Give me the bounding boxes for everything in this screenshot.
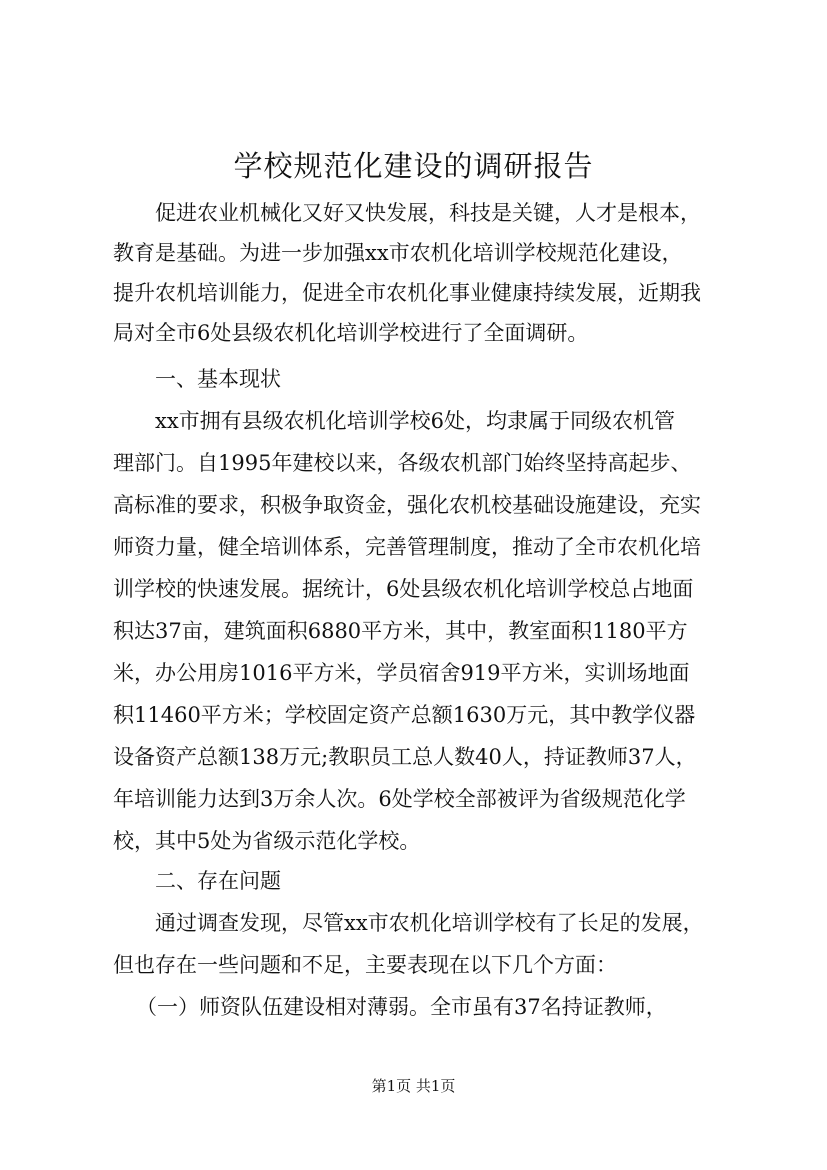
paragraph-line: 促进农业机械化又好又快发展，科技是关键，人才是根本， <box>155 201 701 225</box>
paragraph-line: 训学校的快速发展。据统计，6处县级农机化培训学校总占地面 <box>113 577 694 601</box>
paragraph-line: 师资力量，健全培训体系，完善管理制度，推动了全市农机化培 <box>113 535 701 559</box>
paragraph-line: 提升农机培训能力，促进全市农机化事业健康持续发展，近期我 <box>113 281 701 305</box>
paragraph-line: 理部门。自1995年建校以来，各级农机部门始终坚持高起步、 <box>113 451 692 475</box>
paragraph-line: 年培训能力达到3万余人次。6处学校全部被评为省级规范化学 <box>113 787 686 811</box>
paragraph-line: 通过调查发现，尽管xx市农机化培训学校有了长足的发展， <box>155 911 704 935</box>
paragraph-line: 高标准的要求，积极争取资金，强化农机校基础设施建设，充实 <box>113 493 701 517</box>
paragraph-line: 米，办公用房1016平方米，学员宿舍919平方米，实训场地面 <box>113 661 690 685</box>
paragraph-line: 但也存在一些问题和不足，主要表现在以下几个方面： <box>113 953 617 977</box>
paragraph-line: xx市拥有县级农机化培训学校6处，均隶属于同级农机管 <box>155 409 676 433</box>
paragraph-line: 局对全市6处县级农机化培训学校进行了全面调研。 <box>113 321 589 345</box>
section-heading: 一、基本现状 <box>155 367 281 391</box>
page-footer: 第1页 共1页 <box>371 1077 456 1095</box>
paragraph-line: 积达37亩，建筑面积6880平方米，其中，教室面积1180平方 <box>113 619 688 643</box>
paragraph-line: 校，其中5处为省级示范化学校。 <box>113 829 421 853</box>
paragraph-line: 教育是基础。为进一步加强xx市农机化培训学校规范化建设， <box>113 241 683 265</box>
paragraph-line: 积11460平方米；学校固定资产总额1630万元，其中教学仪器 <box>113 703 696 727</box>
paragraph-line: （一）师资队伍建设相对薄弱。全市虽有37名持证教师， <box>136 995 667 1019</box>
document-title: 学校规范化建设的调研报告 <box>233 149 594 183</box>
section-heading: 二、存在问题 <box>155 869 281 893</box>
paragraph-line: 设备资产总额138万元;教职员工总人数40人，持证教师37人， <box>113 745 697 769</box>
